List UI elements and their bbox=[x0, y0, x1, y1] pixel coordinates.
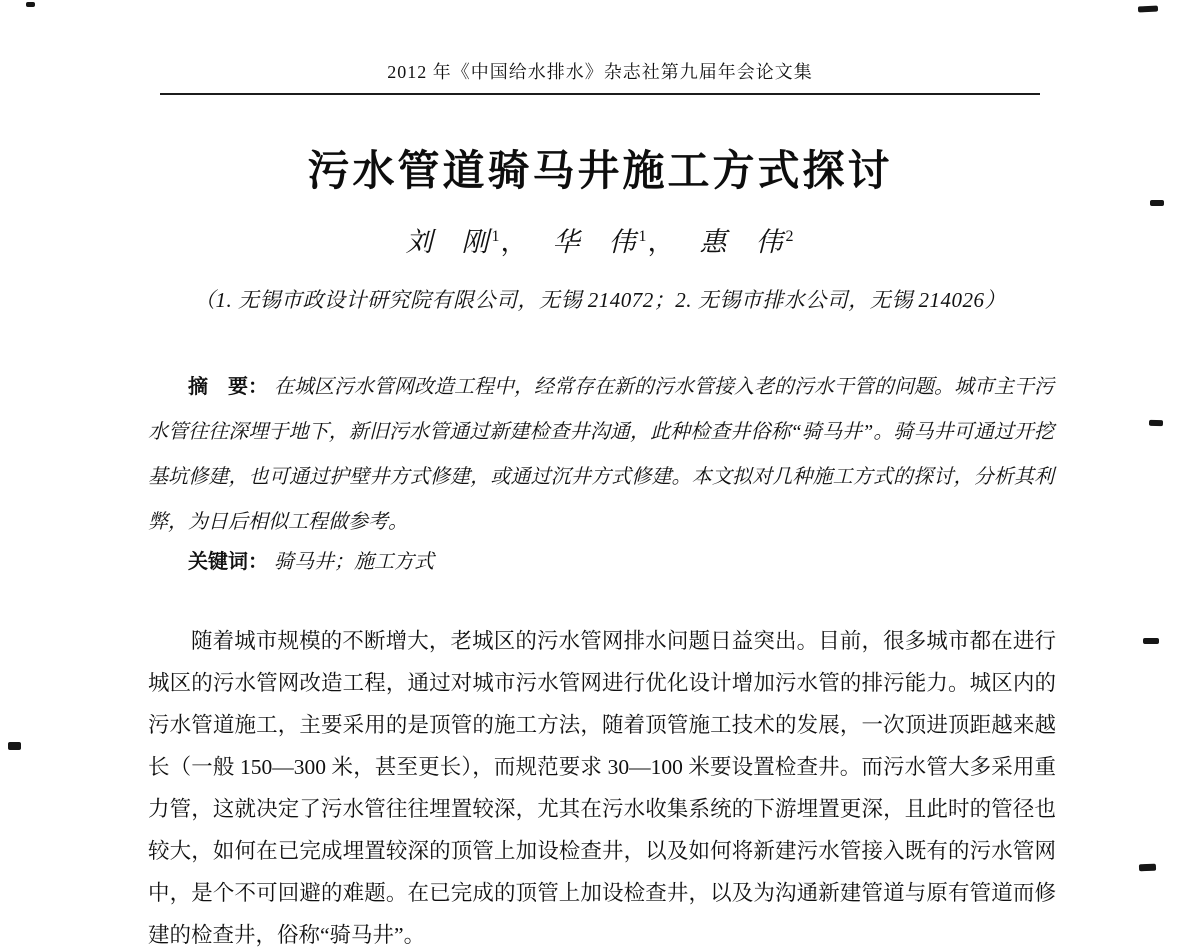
keywords-line bbox=[148, 540, 1054, 585]
author-name: 刘 刚 bbox=[405, 227, 490, 257]
conference-header-text: 2012 年《中国给水排水》杂志社第九届年会论文集 bbox=[387, 62, 813, 82]
author-name: 惠 伟 bbox=[699, 227, 784, 257]
scan-artifact bbox=[1149, 420, 1163, 426]
keywords-text: 骑马井；施工方式 bbox=[274, 551, 434, 573]
author-affiliation-superscript: 2 bbox=[785, 228, 795, 245]
authors-line bbox=[0, 220, 1200, 259]
author-affiliation-superscript: 1 bbox=[638, 228, 648, 245]
author-name: 华 伟 bbox=[552, 227, 637, 257]
author-separator: ， bbox=[647, 227, 676, 257]
author-separator: ， bbox=[500, 227, 529, 257]
keywords-label: 关键词： bbox=[188, 551, 268, 573]
body-paragraph: 随着城市规模的不断增大，老城区的污水管网排水问题日益突出。目前，很多城市都在进行城区的污水管网改造工程，通过对城市污水管网进行优化设计增加污水管的排污能力。城区内的污水管道施工，主要采用的是顶管的施工方法，随着顶管施工技术的发展，一次顶进顶距越来越长（一般 150—300 米，甚至更长），而规范要求 30—100 米要设置检查井。而污水管大多采用重力管，这就决定了污水管往往埋置较深，尤其在污水收集系统的下游埋置更深，且此时的管径也较大，如何在已完成埋置较深的顶管上加设检查井，以及如何将新建污水管接入既有的污水管网中，是个不可回避的难题。在已完成的顶管上加设检查井，以及为沟通新建管道与原有管道而修建的检查井，俗称“骑马井”。 bbox=[148, 629, 1056, 947]
scan-artifact bbox=[8, 742, 21, 750]
scan-artifact bbox=[1150, 200, 1164, 206]
author-affiliation-superscript: 1 bbox=[491, 228, 501, 245]
paper-title: 污水管道骑马井施工方式探讨 bbox=[307, 147, 893, 194]
scan-artifact bbox=[1143, 638, 1159, 644]
abstract-paragraph bbox=[148, 365, 1054, 545]
conference-header bbox=[160, 58, 1040, 95]
scan-artifact bbox=[26, 2, 35, 7]
abstract-text: 在城区污水管网改造工程中，经常存在新的污水管接入老的污水干管的问题。城市主干污水管往往深埋于地下，新旧污水管通过新建检查井沟通，此种检查井俗称“骑马井”。骑马井可通过开挖基坑修建，也可通过护壁井方式修建，或通过沉井方式修建。本文拟对几种施工方式的探讨，分析其利弊，为日后相似工程做参考。 bbox=[148, 376, 1054, 533]
affiliation-line: （1. 无锡市政设计研究院有限公司，无锡 214072；2. 无锡市排水公司，无锡 214026） bbox=[194, 288, 1006, 312]
abstract-label: 摘 要： bbox=[188, 376, 268, 398]
scan-artifact bbox=[1138, 5, 1158, 12]
scan-artifact bbox=[1139, 864, 1156, 872]
